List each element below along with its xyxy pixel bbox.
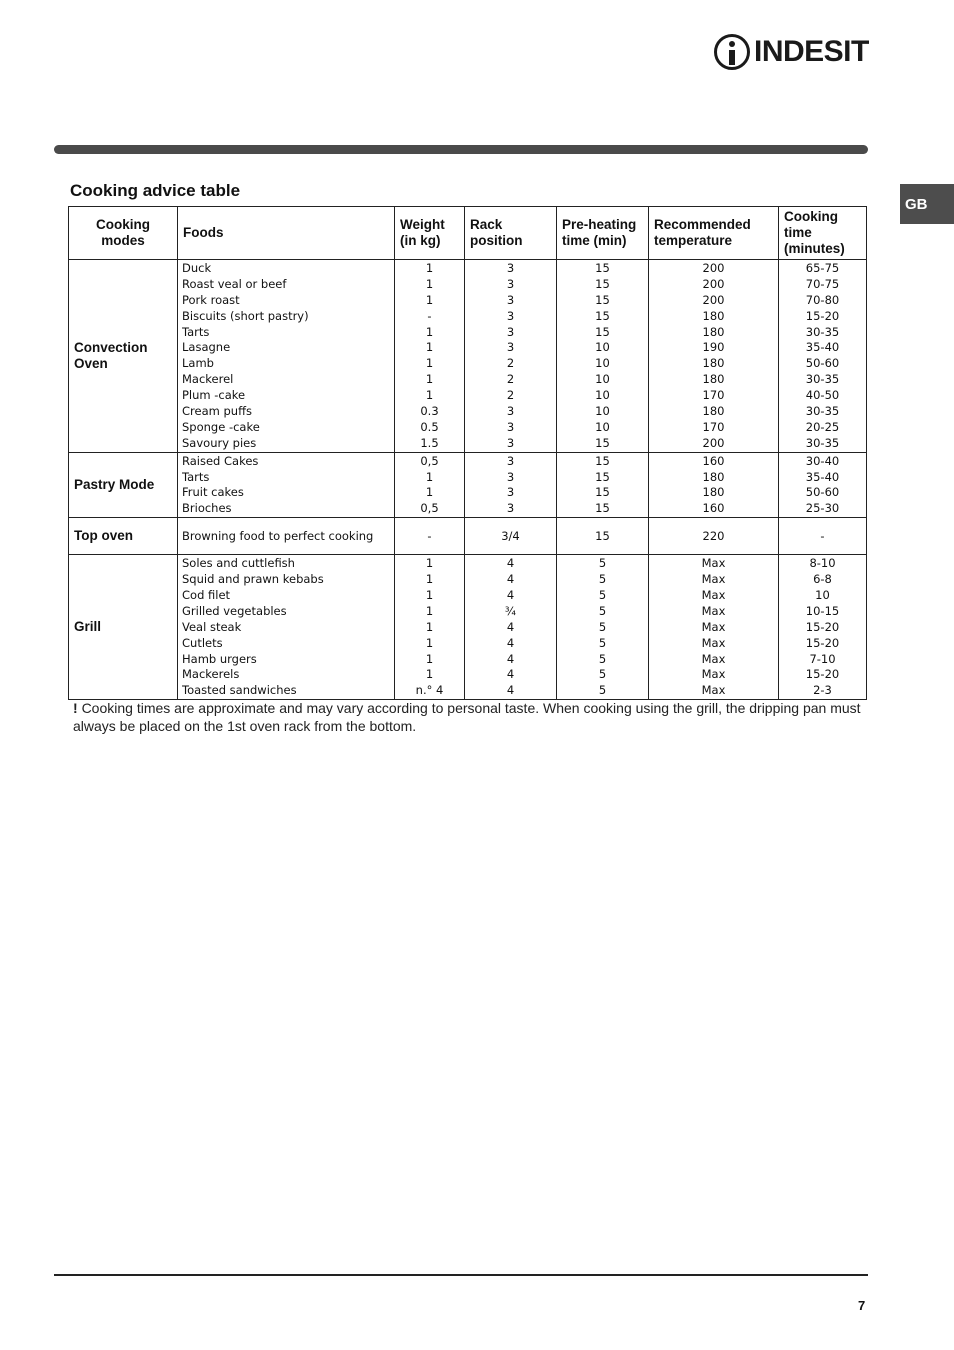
cell-line: 5 [598,603,607,618]
cell-line: Cream puffs [182,404,252,419]
cell-line: - [820,528,825,543]
cell-line: Savoury pies [182,435,257,450]
temperature-cell [649,518,779,555]
cell-line: Max [701,683,726,698]
cell-line: Squid and prawn kebabs [182,572,324,587]
cell-line: 1 [425,372,434,387]
cooking-time-cell [779,452,867,518]
cell-line: Plum -cake [182,388,246,403]
cell-line: 3 [506,292,515,307]
cell-line: 200 [702,435,725,450]
temperature-cell [649,260,779,453]
cell-line: 10 [595,419,610,434]
cooking-advice-table [68,206,867,700]
mode-cell: Convection Oven [69,260,178,453]
cell-line: 20-25 [805,419,840,434]
cell-line: 50-60 [805,356,840,371]
weight-cell [395,518,465,555]
cell-line: 4 [506,651,515,666]
cell-line: 3 [506,308,515,323]
brand-logo [714,30,869,74]
cell-line: 70-75 [805,276,840,291]
cell-line: - [427,308,432,323]
cell-line: Brioches [182,501,232,516]
footer-divider [54,1274,868,1276]
cell-line: 10 [595,340,610,355]
cell-line: 1 [425,619,434,634]
cell-line: Fruit cakes [182,485,244,500]
cooking-time-cell [779,518,867,555]
cell-line: 3/4 [501,528,520,543]
cell-line: 160 [702,501,725,516]
mode-cell: Grill [69,555,178,700]
cell-line: 1 [425,556,434,571]
cell-line: 15-20 [805,667,840,682]
weight-cell [395,260,465,453]
cell-line: 180 [702,372,725,387]
cell-line: 180 [702,324,725,339]
cell-line: Max [701,588,726,603]
cell-line: 30-35 [805,435,840,450]
cell-line: 5 [598,683,607,698]
cell-line: 220 [702,528,725,543]
warning-mark: ! [73,700,78,716]
preheat-cell [557,555,649,700]
cell-line: Grilled vegetables [182,603,287,618]
cell-line: 200 [702,292,725,307]
header-foods: Foods [178,207,395,260]
cell-line: 170 [702,419,725,434]
cell-line: 15 [595,308,610,323]
cell-line: 2-3 [813,683,832,698]
cell-line: 35-40 [805,469,840,484]
cell-line: 3 [506,340,515,355]
cell-line: 50-60 [805,485,840,500]
cell-line: 0.5 [420,419,439,434]
cell-line: 15 [595,501,610,516]
cell-line: 3 [506,485,515,500]
cell-line: Raised Cakes [182,453,259,468]
cell-line: 1 [425,340,434,355]
footnote [73,699,863,735]
language-tab: GB [900,184,954,224]
cell-line: Tarts [182,469,210,484]
table-row-group [69,555,867,700]
rack-cell [465,260,557,453]
cell-line: 160 [702,453,725,468]
cell-line: Roast veal or beef [182,276,287,291]
cell-line: 15 [595,261,610,275]
footnote-text: Cooking times are approximate and may vary according to personal taste. When cooking using the grill, the dripping pan must always be placed on the 1st oven rack from the bottom. [73,700,861,734]
cell-line: 1 [425,635,434,650]
cell-line: Lamb [182,356,214,371]
cell-line: Mackerel [182,372,234,387]
cell-line: Cod filet [182,588,231,603]
table-row-group [69,518,867,555]
cell-line: 15 [595,528,610,543]
cell-line: 3 [506,501,515,516]
cell-line: 4 [506,588,515,603]
cell-line: 1 [425,485,434,500]
cell-line: 3 [506,276,515,291]
temperature-cell [649,452,779,518]
cell-line: 1 [425,388,434,403]
cell-line: 15-20 [805,635,840,650]
cell-line: 2 [506,372,515,387]
logo-i-icon [714,34,750,70]
cell-line: 15-20 [805,308,840,323]
cell-line: 5 [598,651,607,666]
cell-line: n.° 4 [415,683,444,698]
rack-cell [465,518,557,555]
cell-line: 30-35 [805,404,840,419]
cell-line: Veal steak [182,619,242,634]
cell-line: 1 [425,261,434,275]
cell-line: 5 [598,619,607,634]
cell-line: 25-30 [805,501,840,516]
weight-cell [395,452,465,518]
cell-line: 1 [425,667,434,682]
foods-cell [178,260,395,453]
cell-line: 1 [425,469,434,484]
cell-line: 3 [506,453,515,468]
cell-line: Max [701,603,726,618]
cell-line: 4 [506,635,515,650]
cell-line: 15 [595,453,610,468]
cell-line: Max [701,556,726,571]
cell-line: 5 [598,588,607,603]
cell-line: Sponge -cake [182,419,260,434]
cell-line: 1 [425,276,434,291]
cell-line: 4 [506,667,515,682]
cell-line: 10 [595,372,610,387]
cell-line: 8-10 [809,556,836,571]
cell-line: 4 [506,572,515,587]
cell-line: 180 [702,469,725,484]
cell-line: 10 [595,388,610,403]
cell-line: 1 [425,356,434,371]
cell-line: 0,5 [420,501,439,516]
preheat-cell [557,260,649,453]
cell-line: 15 [595,276,610,291]
cell-line: 40-50 [805,388,840,403]
cell-line: Max [701,635,726,650]
cell-line: Hamb urgers [182,651,257,666]
cell-line: Mackerels [182,667,240,682]
cell-line: Browning food to perfect cooking [182,528,374,543]
cooking-time-cell [779,260,867,453]
header-divider [54,145,868,154]
page-number: 7 [858,1298,866,1313]
cell-line: 15 [595,469,610,484]
cell-line: 190 [702,340,725,355]
foods-cell [178,555,395,700]
cell-line: 3 [506,324,515,339]
section-title: Cooking advice table [70,181,241,200]
cell-line: 170 [702,388,725,403]
header-rack-position: Rack position [465,207,557,260]
cell-line: Cutlets [182,635,223,650]
cell-line: 10 [595,404,610,419]
cell-line: 4 [506,556,515,571]
cell-line: - [427,528,432,543]
cell-line: 5 [598,667,607,682]
cell-line: Biscuits (short pastry) [182,308,309,323]
cell-line: 15 [595,292,610,307]
cell-line: Tarts [182,324,210,339]
cell-line: 180 [702,356,725,371]
cell-line: 10-15 [805,603,840,618]
cell-line: Duck [182,261,212,275]
cell-line: 0.3 [420,404,439,419]
mode-cell: Top oven [69,518,178,555]
table-header-row [69,207,867,260]
header-weight: Weight (in kg) [395,207,465,260]
cell-line: ¾ [504,603,517,618]
cell-line: 7-10 [809,651,836,666]
header-cooking-modes: Cooking modes [69,207,178,260]
cell-line: 1 [425,588,434,603]
cell-line: Lasagne [182,340,231,355]
cell-line: 1 [425,572,434,587]
cell-line: 0,5 [420,453,439,468]
mode-cell: Pastry Mode [69,452,178,518]
cell-line: Soles and cuttlefish [182,556,295,571]
cell-line: 180 [702,485,725,500]
rack-cell [465,555,557,700]
cell-line: 200 [702,276,725,291]
cell-line: 180 [702,404,725,419]
temperature-cell [649,555,779,700]
cell-line: 10 [815,588,830,603]
header-preheating-time: Pre-heating time (min) [557,207,649,260]
cell-line: 2 [506,388,515,403]
cell-line: 3 [506,435,515,450]
cell-line: 5 [598,572,607,587]
cell-line: 65-75 [805,261,840,275]
cell-line: 3 [506,469,515,484]
header-recommended-temperature: Recommended temperature [649,207,779,260]
cell-line: 3 [506,261,515,275]
cell-line: 5 [598,556,607,571]
table-row-group [69,260,867,453]
preheat-cell [557,518,649,555]
foods-cell [178,452,395,518]
cell-line: Max [701,572,726,587]
cell-line: 10 [595,356,610,371]
foods-cell [178,518,395,555]
cell-line: 1 [425,324,434,339]
cell-line: Max [701,619,726,634]
cell-line: Max [701,667,726,682]
cell-line: 1 [425,292,434,307]
cell-line: 3 [506,404,515,419]
weight-cell [395,555,465,700]
cell-line: 4 [506,683,515,698]
cell-line: 4 [506,619,515,634]
cell-line: 30-40 [805,453,840,468]
logo-text: INDESIT [754,35,869,68]
cell-line: 35-40 [805,340,840,355]
cell-line: Toasted sandwiches [182,683,297,698]
table-row-group [69,452,867,518]
cell-line: 30-35 [805,324,840,339]
cell-line: 15 [595,324,610,339]
cell-line: 70-80 [805,292,840,307]
cell-line: 1.5 [420,435,439,450]
cell-line: 15 [595,435,610,450]
cell-line: Max [701,651,726,666]
header-cooking-time: Cooking time (minutes) [779,207,867,260]
cell-line: 2 [506,356,515,371]
cell-line: Pork roast [182,292,240,307]
cell-line: 15 [595,485,610,500]
cell-line: 1 [425,651,434,666]
cell-line: 15-20 [805,619,840,634]
cell-line: 6-8 [813,572,832,587]
cooking-time-cell [779,555,867,700]
cell-line: 180 [702,308,725,323]
cell-line: 3 [506,419,515,434]
preheat-cell [557,452,649,518]
cell-line: 200 [702,261,725,275]
cell-line: 5 [598,635,607,650]
cell-line: 1 [425,603,434,618]
rack-cell [465,452,557,518]
cell-line: 30-35 [805,372,840,387]
